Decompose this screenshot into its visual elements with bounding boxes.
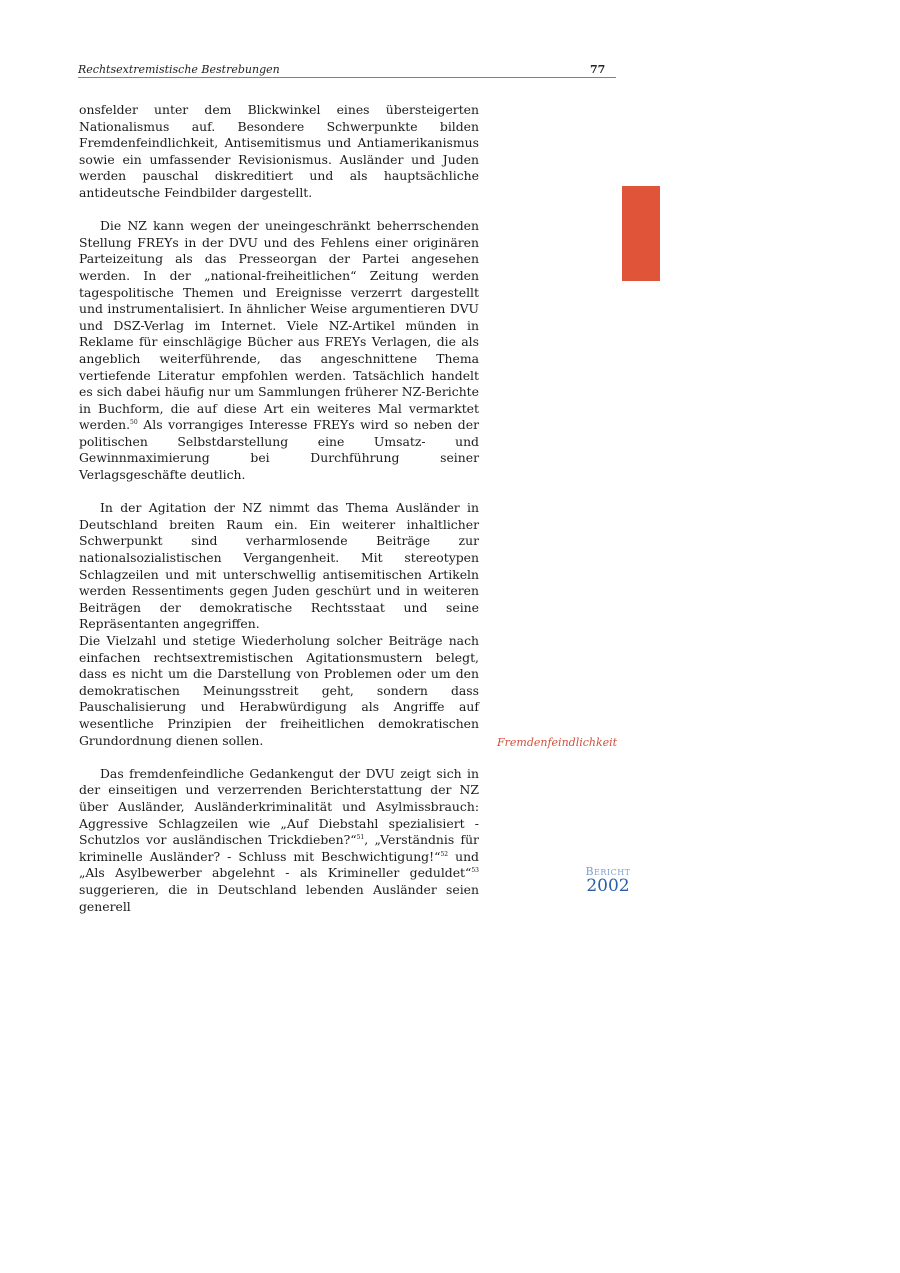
paragraph-1: onsfelder unter dem Blickwinkel eines übersteigerten Nationalismus auf. Besondere Schwerpunkte bilden Fremdenfeindlichkeit, Antisemitismus und Antiamerikanismus sowie ein umfassender Revisionismus. Ausländer und Juden werden pauschal diskreditiert und als hauptsächliche antideutsche Feindbilder dargestellt. <box>79 102 479 200</box>
paragraph-5-text-b: , „Verständnis für kriminelle Ausländer? - Schluss mit Beschwichtigung!“ <box>79 832 479 864</box>
margin-note: Fremdenfeindlichkeit <box>497 736 618 749</box>
footnote-ref-51: 51 <box>356 834 365 841</box>
footnote-ref-50: 50 <box>130 419 138 427</box>
paragraph-5 <box>79 766 479 915</box>
paragraph-5-text-a: Das fremdenfeindliche Gedankengut der DVU zeigt sich in der einseitigen und verzerrenden Berichterstattung der NZ über Ausländer, Ausländerkriminalität und Asylmissbrauch: Aggressive Schlagzeilen wie „Auf Diebstahl spezialisiert - Schutzlos vor ausländischen Trickdieben?“ <box>79 765 479 848</box>
body-text-column <box>79 102 479 932</box>
paragraph-2 <box>79 218 479 484</box>
running-title: Rechtsextremistische Bestrebungen <box>78 63 280 76</box>
paragraph-5-text-d: suggerieren, die in Deutschland lebenden Ausländer seien generell <box>79 881 479 914</box>
chapter-marker-tab <box>622 186 660 281</box>
paragraph-2-text-b: Als vorrangiges Interesse FREYs wird so neben der politischen Selbstdarstellung eine Umsatz- und Gewinnmaximierung bei Durchführung seiner Verlagsgeschäfte deutlich. <box>79 417 479 483</box>
logo-year: 2002 <box>586 876 630 896</box>
footnote-ref-53: 53 <box>471 867 479 875</box>
paragraph-3: In der Agitation der NZ nimmt das Thema Ausländer in Deutschland breiten Raum ein. Ein weiterer inhaltlicher Schwerpunkt sind verharmlosende Beiträge zur nationalsozialistischen Vergangenheit. Mit stereotypen Schlagzeilen und mit unterschwellig antisemitischen Artikeln werden Ressentiments gegen Juden geschürt und in weiteren Beiträgen der demokratische Rechtsstaat und seine Repräsentanten angegriffen. <box>79 500 479 632</box>
page-number: 77 <box>590 63 606 76</box>
paragraph-5-text-c: und „Als Asylbewerber abgelehnt - als Krimineller geduldet“ <box>79 848 479 881</box>
header-rule <box>78 77 616 78</box>
footnote-ref-52: 52 <box>440 850 449 858</box>
bericht-logo <box>578 866 638 895</box>
paragraph-4: Die Vielzahl und stetige Wiederholung solcher Beiträge nach einfachen rechtsextremistischen Agitationsmustern belegt, dass es nicht um die Darstellung von Problemen oder um den demokratischen Meinungsstreit geht, sondern dass Pauschalisierung und Herabwürdigung als Angriffe auf wesentliche Prinzipien der freiheitlichen demokratischen Grundordnung dienen sollen. <box>79 633 479 748</box>
logo-word: Bericht <box>585 865 631 878</box>
paragraph-2-text-a: Die NZ kann wegen der uneingeschränkt beherrschenden Stellung FREYs in der DVU und des Fehlens einer originären Parteizeitung als das Presseorgan der Partei angesehen werden. In der „national-freiheitlichen“ Zeitung werden tagespolitische Themen und Ereignisse verzerrt dargestellt und instrumentalisiert. In ähnlicher Weise argumentieren DVU und DSZ-Verlag im Internet. Viele NZ-Artikel münden in Reklame für einschlägige Bücher aus FREYs Verlagen, die als angeblich weiterführende, das angeschnittene Thema vertiefende Literatur empfohlen werden. Tatsächlich handelt es sich dabei häufig nur um Sammlungen früherer NZ-Berichte in Buchform, die auf diese Art ein weiteres Mal vermarktet werden. <box>79 218 479 433</box>
